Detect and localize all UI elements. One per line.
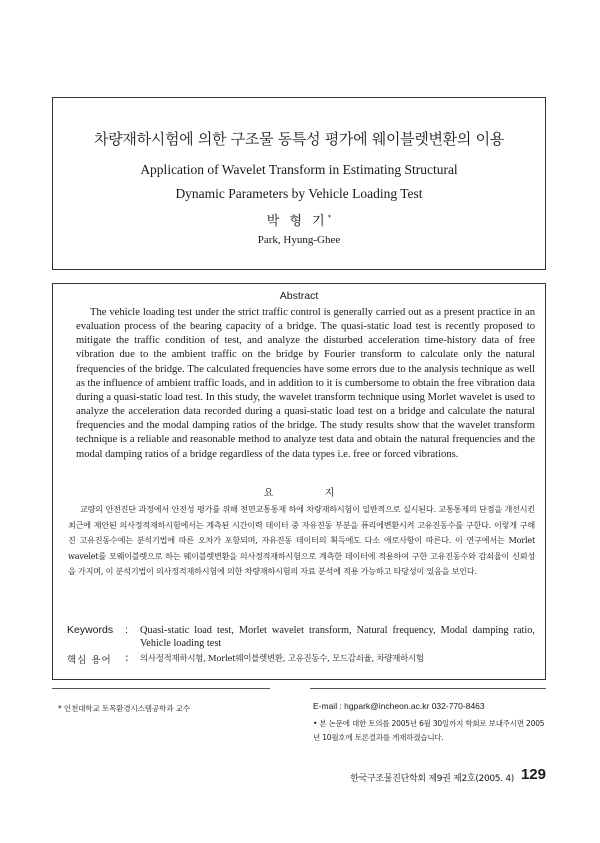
footnote-rule-right	[310, 688, 546, 689]
keywords-label: Keywords	[67, 624, 114, 636]
author-english: Park, Hyung-Ghee	[257, 234, 341, 246]
author-korean-name: 박 형 기	[266, 214, 328, 229]
author-affiliation: * 인천대학교 토목환경시스템공학과 교수	[58, 704, 190, 713]
keywords-colon: :	[125, 624, 128, 636]
keywords-korean-value: 의사정적재하시험, Morlet웨이블렛변환, 고유진동수, 모드감쇠율, 차량재하시험	[140, 653, 424, 663]
author-footnote-mark: *	[327, 213, 332, 222]
abstract-text: The vehicle loading test under the strict traffic control is generally carried out as a present practice in an evaluation process of the bearing capacity of a bridge. The quasi-static load test is recently proposed to mitigate the traffic condition of test, and analyze the disturbed acceleration time-history data of free vibration due to the ambient traffic on the bridge by Fourier transform to calculate only the natural frequencies of the bridge. The calculated frequencies have some errors due to the analysis technique as well as the influence of ambient traffic loads, and in addition to it is cumbersome to obtain the free vibration data during a quasi-static load test. In this study, the wavelet transform technique using Morlet wavelet is used to analyze the acceleration data recorded during a quasi-static load test on a bridge and calculate the natural frequencies and the modal damping ratios of the bridge. The study results show that the wavelet transform technique is a reliable and reasonable method to analyze test data and obtain the natural frequencies and the modal damping ratios of a bridge regardless of the data types i.e. free or forced vibrations.	[76, 307, 535, 460]
footnote-rule-left	[52, 688, 270, 689]
title-box	[52, 97, 546, 270]
keywords-korean-colon: :	[125, 652, 129, 664]
discussion-note: • 본 논문에 대한 토의를 2005년 6월 30일까지 학회로 보내주시면 2005년 10월호에 토론결과를 게재하겠습니다.	[313, 719, 545, 742]
author-korean	[53, 210, 545, 229]
paper-title-english-line1: Application of Wavelet Transform in Estimating Structural	[140, 162, 458, 177]
page-number: 129	[520, 766, 546, 783]
summary-heading: 요 지	[263, 488, 359, 499]
abstract-heading: Abstract	[279, 290, 319, 302]
keywords-value: Quasi-static load test, Morlet wavelet transform, Natural frequency, Modal damping ratio, Vehicle loading test	[140, 625, 535, 649]
journal-info: 한국구조물진단학회 제9권 제2호(2005. 4)	[350, 774, 514, 784]
paper-title-english-line2: Dynamic Parameters by Vehicle Loading Test	[175, 186, 423, 201]
abstract-box	[52, 283, 546, 680]
summary-text: 교량의 안전진단 과정에서 안전성 평가를 위해 전면교통통제 하에 차량재하시험이 일반적으로 실시된다. 교통통제의 단점을 개선시킨 최근에 제안된 의사정적재하시험에서는 계측된 시간이력 데이터 중 자유진동 부분을 퓨리에변환시켜 고유진동수를 구한다. 이렇게 구해진 고유진동수에는 분석기법에 따른 오차가 포함되며, 자유진동 데이터의 획득에도 다소 애로사항이 따른다. 이 연구에서는 Morlet wavelet를 모웨이블렛으로 하는 웨이블렛변환을 의사정적재하시험으로 계측한 데이터에 적용하여 구한 고유진동수와 감쇠율이 신뢰성을 가지며, 이 분석기법이 의사정적재하시험에 의한 차량재하시험의 자료 분석에 적용 가능하고 타당성이 있음을 보인다.	[68, 504, 535, 576]
paper-title-korean: 차량재하시험에 의한 구조물 동특성 평가에 웨이블렛변환의 이용	[94, 130, 504, 148]
author-email: E-mail : hgpark@incheon.ac.kr 032-770-8463	[313, 701, 485, 711]
keywords-korean-label: 핵심 용어	[67, 655, 112, 666]
